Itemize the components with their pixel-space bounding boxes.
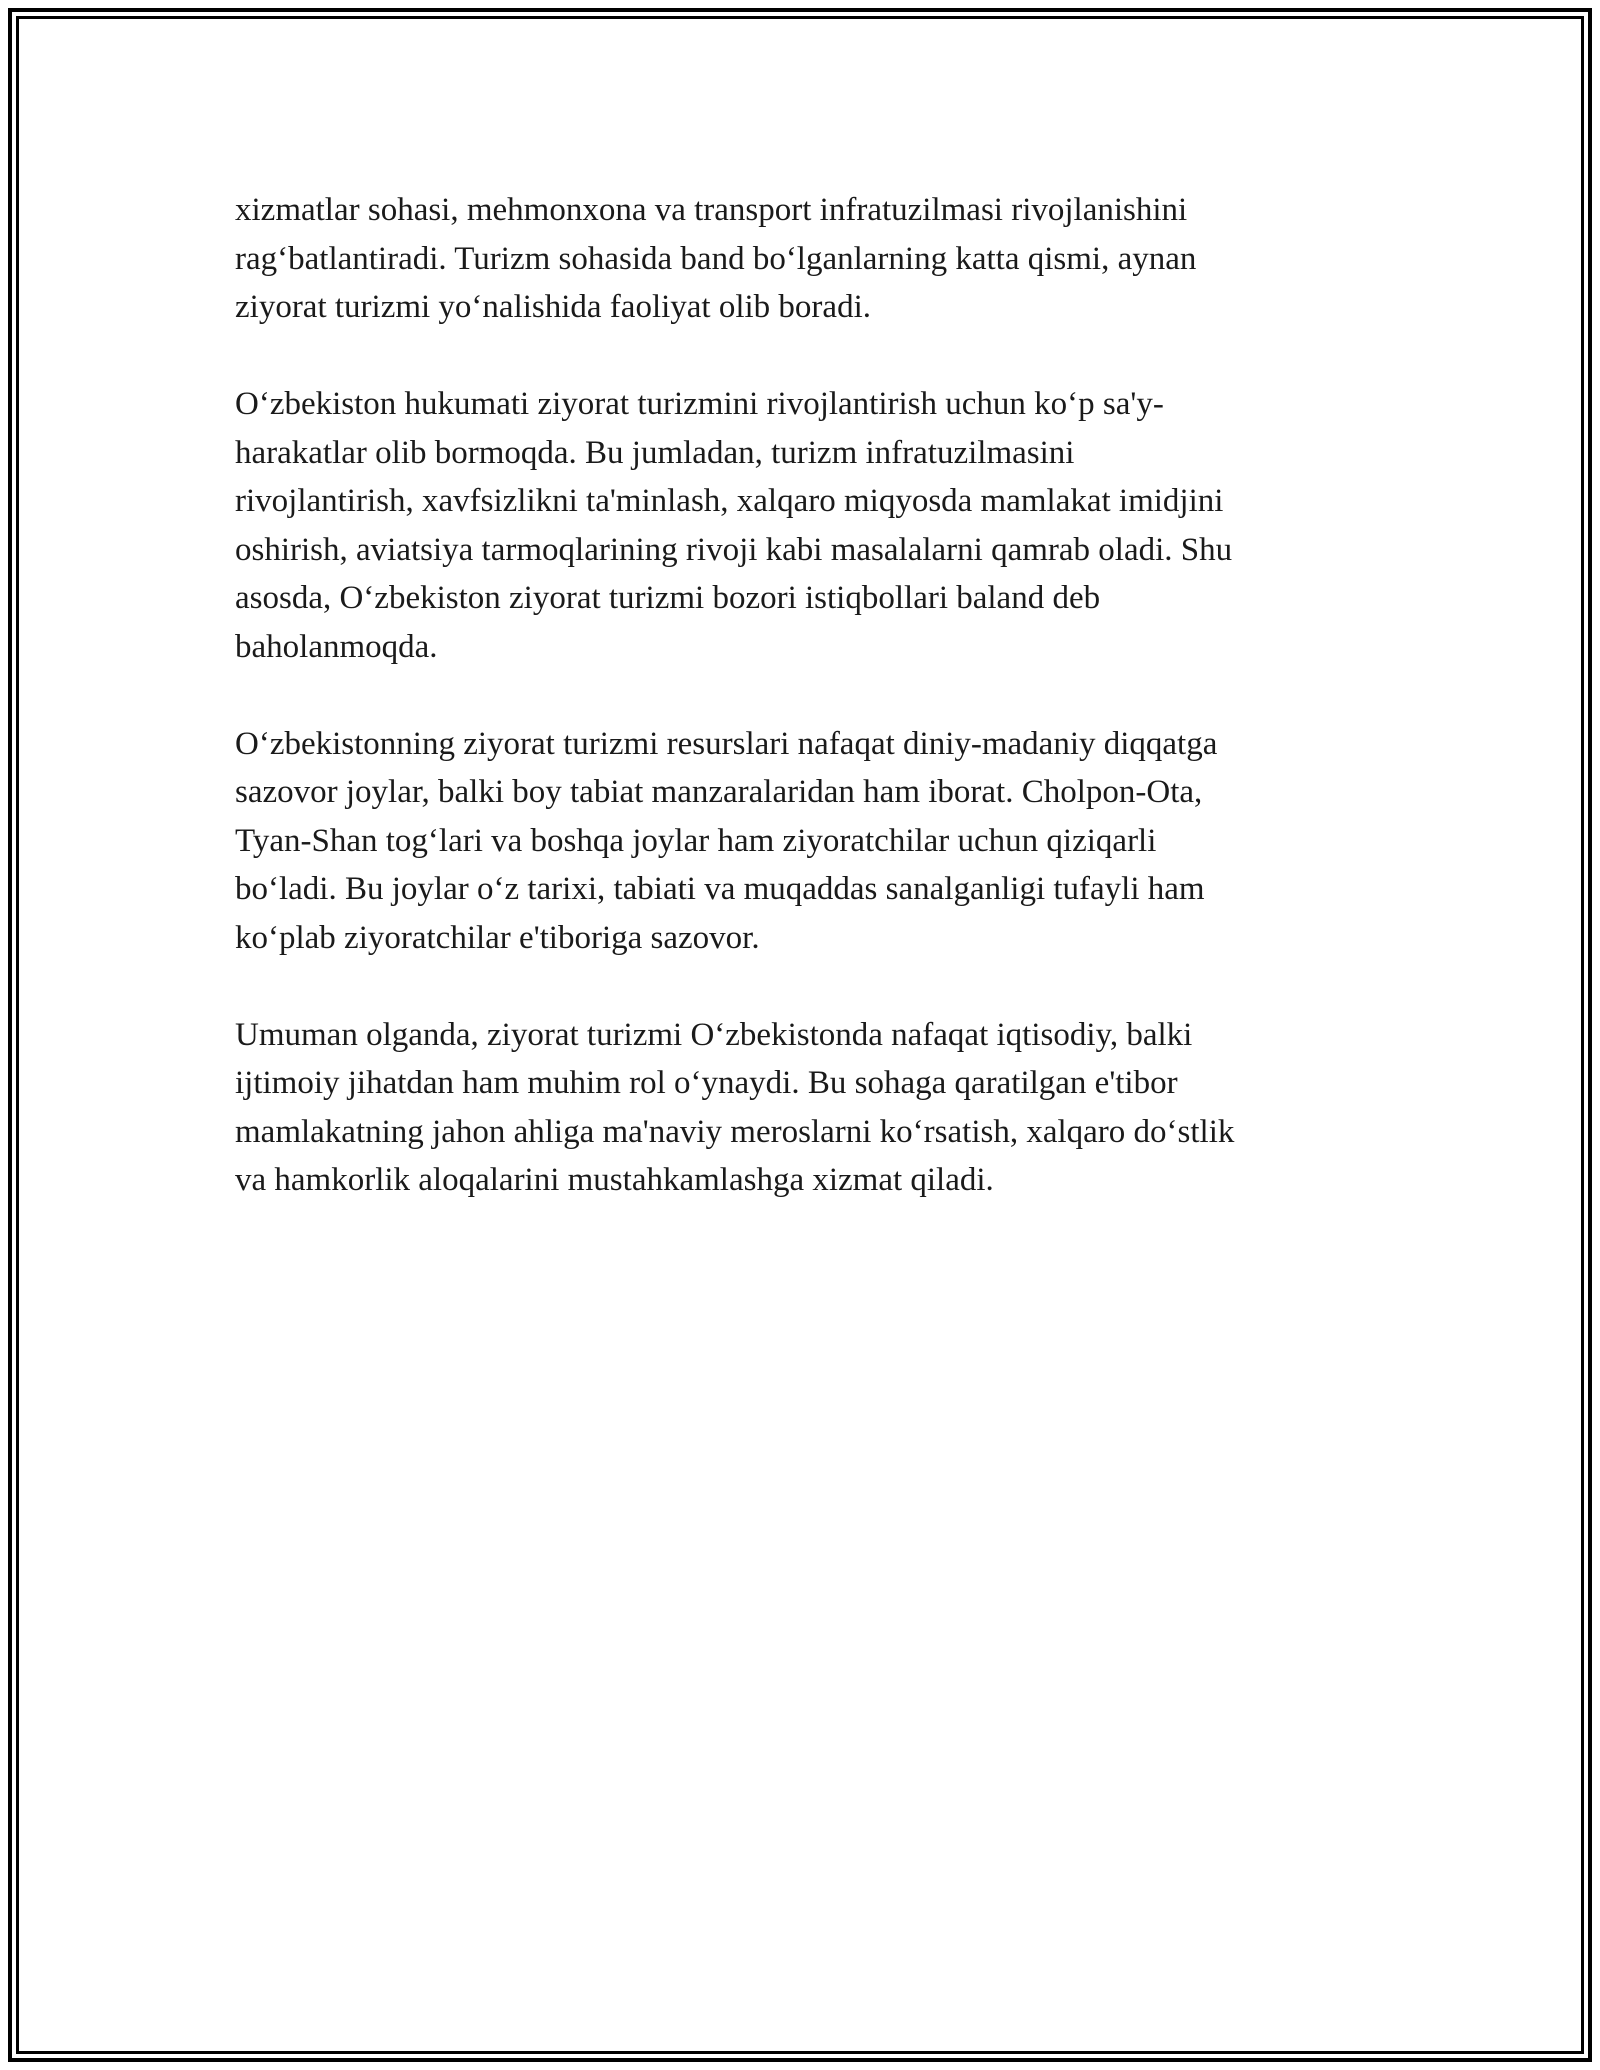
document-body [235, 186, 1365, 1253]
text-line: O‘zbekistonning ziyorat turizmi resurslari nafaqat diniy-madaniy diqqatga [235, 725, 1218, 762]
text-line: rag‘batlantiradi. Turizm sohasida band bo‘lganlarning katta qismi, aynan [235, 240, 1197, 277]
text-line: harakatlar olib bormoqda. Bu jumladan, turizm infratuzilmasini [235, 434, 1075, 471]
text-line: oshirish, aviatsiya tarmoqlarining rivoji kabi masalalarni qamrab oladi. Shu [235, 531, 1233, 568]
text-line: rivojlantirish, xavfsizlikni ta'minlash, xalqaro miqyosda mamlakat imidjini [235, 483, 1224, 519]
text-line: ko‘plab ziyoratchilar e'tiboriga sazovor. [235, 919, 760, 956]
text-line: Tyan-Shan tog‘lari va boshqa joylar ham ziyoratchilar uchun qiziqarli [235, 822, 1157, 859]
paragraph-2 [235, 380, 1365, 671]
paragraph-3 [235, 720, 1365, 963]
text-line: O‘zbekiston hukumati ziyorat turizmini rivojlantirish uchun ko‘p sa'y- [235, 386, 1164, 422]
text-line: asosda, O‘zbekiston ziyorat turizmi bozori istiqbollari baland deb [235, 580, 1101, 616]
text-line: bo‘ladi. Bu joylar o‘z tarixi, tabiati va muqaddas sanalganligi tufayli ham [235, 871, 1205, 907]
text-line: xizmatlar sohasi, mehmonxona va transport infratuzilmasi rivojlanishini [235, 192, 1188, 228]
text-line: ijtimoiy jihatdan ham muhim rol o‘ynaydi. Bu sohaga qaratilgan e'tibor [235, 1065, 1178, 1101]
text-line: Umuman olganda, ziyorat turizmi O‘zbekistonda nafaqat iqtisodiy, balki [235, 1016, 1193, 1053]
paragraph-1 [235, 186, 1365, 332]
text-line: va hamkorlik aloqalarini mustahkamlashga xizmat qiladi. [235, 1162, 994, 1198]
text-line: ziyorat turizmi yo‘nalishida faoliyat olib boradi. [235, 289, 871, 325]
paragraph-4 [235, 1011, 1365, 1205]
text-line: mamlakatning jahon ahliga ma'naviy meroslarni ko‘rsatish, xalqaro do‘stlik [235, 1113, 1235, 1150]
text-line: sazovor joylar, balki boy tabiat manzaralaridan ham iborat. Cholpon-Ota, [235, 774, 1203, 810]
text-line: baholanmoqda. [235, 628, 438, 665]
